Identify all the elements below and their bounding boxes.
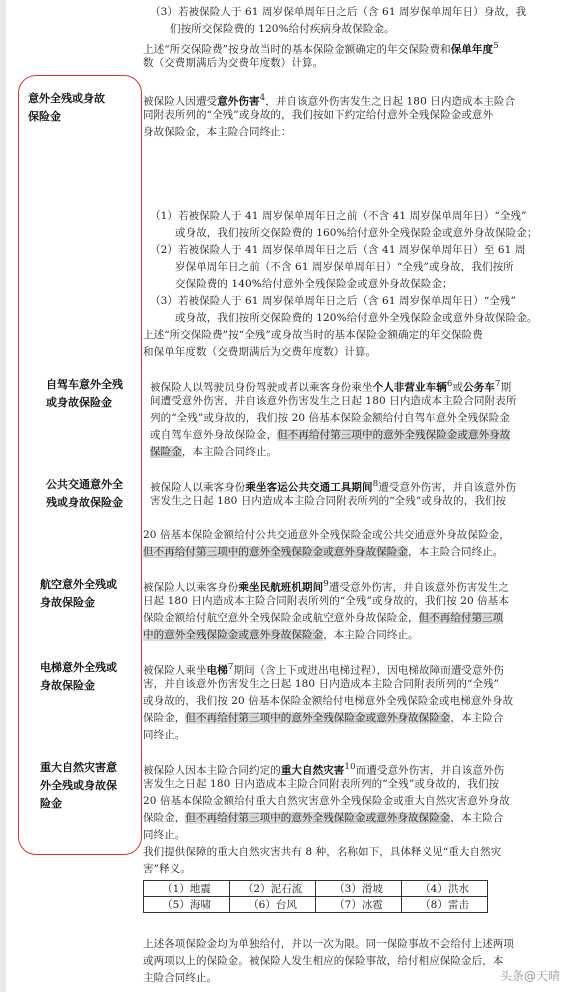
text-line: 被保险人因遭受意外伤害$^4$，并自该意外伤害发生之日起 180 日内造成本主险合 [143, 93, 516, 108]
text-line: 上述“所交保险费”按身故当时的基本保险金额确定的年交保险费和保单年度$^5$ [143, 41, 499, 56]
text-line: 上述“所交保险费”按“全残”或身故当时的基本保险金额确定的年交保险费 [143, 329, 483, 341]
table-row [144, 897, 488, 913]
watermark: 头条@天晴 [499, 969, 560, 983]
text-line: 被保险人以乘客身份乘坐客运公共交通工具期间$^8$遭受意外伤害，并自该意外伤 [150, 479, 517, 494]
table-cell: （5）海啸 [144, 897, 230, 913]
list-item: 交保险费的 140%给付意外全残保险金或意外身故保险金； [175, 278, 453, 290]
text-line: 和保单年度数（交费期满后为交费年度数）计算。 [143, 346, 377, 358]
text-line: 被保险人乘坐电梯$^7$期间（含上下或进出电梯过程），因电梯故障而遭受意外伤 [143, 662, 504, 677]
text-line: 上述各项保险金均为单独给付，并以一次为限。同一保险事故不会给付上述两项 [143, 938, 514, 950]
table-cell: （7）冰雹 [316, 897, 402, 913]
text-line: 被保险人以乘客身份乘坐民航班机期间$^9$遭受意外伤害，并自该意外伤害发生之 [143, 579, 510, 594]
text-line: 保险金，但不再给付第三项中的意外全残保险金或意外身故保险金，本主险合 [143, 712, 504, 724]
table-cell: （1）地震 [144, 881, 230, 897]
list-item: （1）若被保险人于 41 周岁保单周年日之前（不含 41 周岁保单周年日）“全残” [150, 210, 527, 222]
text-line: 同终止。 [143, 729, 186, 741]
disaster-table [143, 880, 488, 913]
text-line: 或两项以上的保险金。被保险人发生相应的保险事故，给付相应保险金后，本 [143, 955, 504, 967]
text-line: 害”释义。 [143, 863, 191, 875]
list-item: 或身故，我们按所交保险费的 120%给付意外全残保险金或意外身故保险金。 [175, 312, 538, 324]
section-heading: 意外全残或身故 保险金 [28, 92, 105, 123]
text-line: 列的“全残”或身故的，我们按 20 倍基本保险金额给付自驾车意外全残保险金 [150, 412, 510, 424]
text-line: 主险合同终止。 [143, 972, 218, 984]
text-line: 保险金，但不再给付第三项中的意外全残保险金或意外身故保险金，本主险合 [143, 812, 504, 824]
text-line: 害，并自该意外伤害发生之日起 180 日内造成本主险合同附表所列的“全残” [143, 678, 500, 690]
text-line: 害发生之日起 180 日内造成本主险合同附表所列的“全残”或身故的，我们按 [143, 778, 500, 790]
table-row [144, 881, 488, 897]
red-annotation-box [18, 75, 142, 855]
text-line: 间遭受意外伤害，并自该意外伤害发生之日起 180 日内造成本主险合同附表所 [150, 395, 517, 407]
section-heading: 自驾车意外全残 或身故保险金 [46, 378, 123, 409]
text-line: 但不再给付第三项中的意外全残保险金或意外身故保险金，本主险合同终止。 [143, 546, 504, 558]
text-line: 们按所交保险费的 120%给付疾病身故保险金。 [170, 23, 395, 35]
table-cell: （2）泥石流 [230, 881, 316, 897]
section-heading: 重大自然灾害意 外全残或身故保 险金 [40, 761, 117, 810]
list-item: （3）若被保险人于 61 周岁保单周年日之后（含 61 周岁保单周年日）“全残” [150, 295, 516, 307]
text-line: 被保险人因本主险合同约定的重大自然灾害$^{10}$而遭受意外伤害，并自该意外伤 [143, 762, 505, 777]
text-line: 被保险人以驾驶员身份驾驶或者以乘客身份乘坐个人非营业车辆$^6$或公务车$^7$期 [150, 379, 512, 394]
text-line: 中的意外全残保险金或意外身故保险金，本主险合同终止。 [143, 629, 419, 641]
section-heading: 公共交通意外全 残或身故保险金 [46, 478, 123, 509]
text-line: 20 倍基本保险金额给付公共交通意外全残保险金或公共交通意外身故保险金， [143, 529, 510, 541]
text-line: 害发生之日起 180 日内造成本主险合同附表所列的“全残”或身故的，我们按 [150, 495, 507, 507]
text-line: （3）若被保险人于 61 周岁保单周年日之后（含 61 周岁保单周年日）身故，我 [150, 6, 527, 18]
section-heading: 航空意外全残或 身故保险金 [40, 578, 117, 609]
table-cell: （4）洪水 [402, 881, 488, 897]
text-line: 同附表所列的“全残”或身故的，我们按如下约定给付意外全残保险金或意外 [143, 109, 494, 121]
text-line: 20 倍基本保险金额给付重大自然灾害意外全残保险金或重大自然灾害意外身故 [143, 795, 510, 807]
text-line: 保险金，本主险合同终止。 [150, 446, 278, 458]
text-line: 同终止。 [143, 829, 186, 841]
list-item: （2）若被保险人于 41 周岁保单周年日之后（含 41 周岁保单周年日）至 61 周 [150, 244, 526, 256]
text-line: 保险金额给付航空意外全残保险金或航空意外身故保险金，但不再给付第三项 [143, 612, 504, 624]
table-cell: （8）雷击 [402, 897, 488, 913]
text-line: 或身故的，我们按 20 倍基本保险金额给付电梯意外全残保险金或电梯意外身故 [143, 695, 514, 707]
left-edge [0, 0, 6, 992]
text-line: 身故保险金，本主险合同终止： [143, 126, 292, 138]
section-heading: 电梯意外全残或 身故保险金 [40, 661, 117, 692]
table-cell: （6）台风 [230, 897, 316, 913]
text-line: 或自驾车意外身故保险金，但不再给付第三项中的意外全残保险金或意外身故 [150, 429, 511, 441]
text-line: 数（交费期满后为交费年度数）计算。 [143, 57, 324, 69]
text-line: 我们提供保障的重大自然灾害共有 8 种，名称如下，具体释义见“重大自然灾 [143, 846, 502, 858]
list-item: 岁保单周年日之前（不含 61 周岁保单周年日）“全残”或身故，我们按所 [175, 261, 514, 273]
text-line: 日起 180 日内造成本主险合同附表所列的“全残”或身故的，我们按 20 倍基本 [143, 595, 509, 607]
table-cell: （3）滑坡 [316, 881, 402, 897]
list-item: 或身故，我们按所交保险费的 160%给付意外全残保险金或意外身故保险金； [175, 227, 538, 239]
